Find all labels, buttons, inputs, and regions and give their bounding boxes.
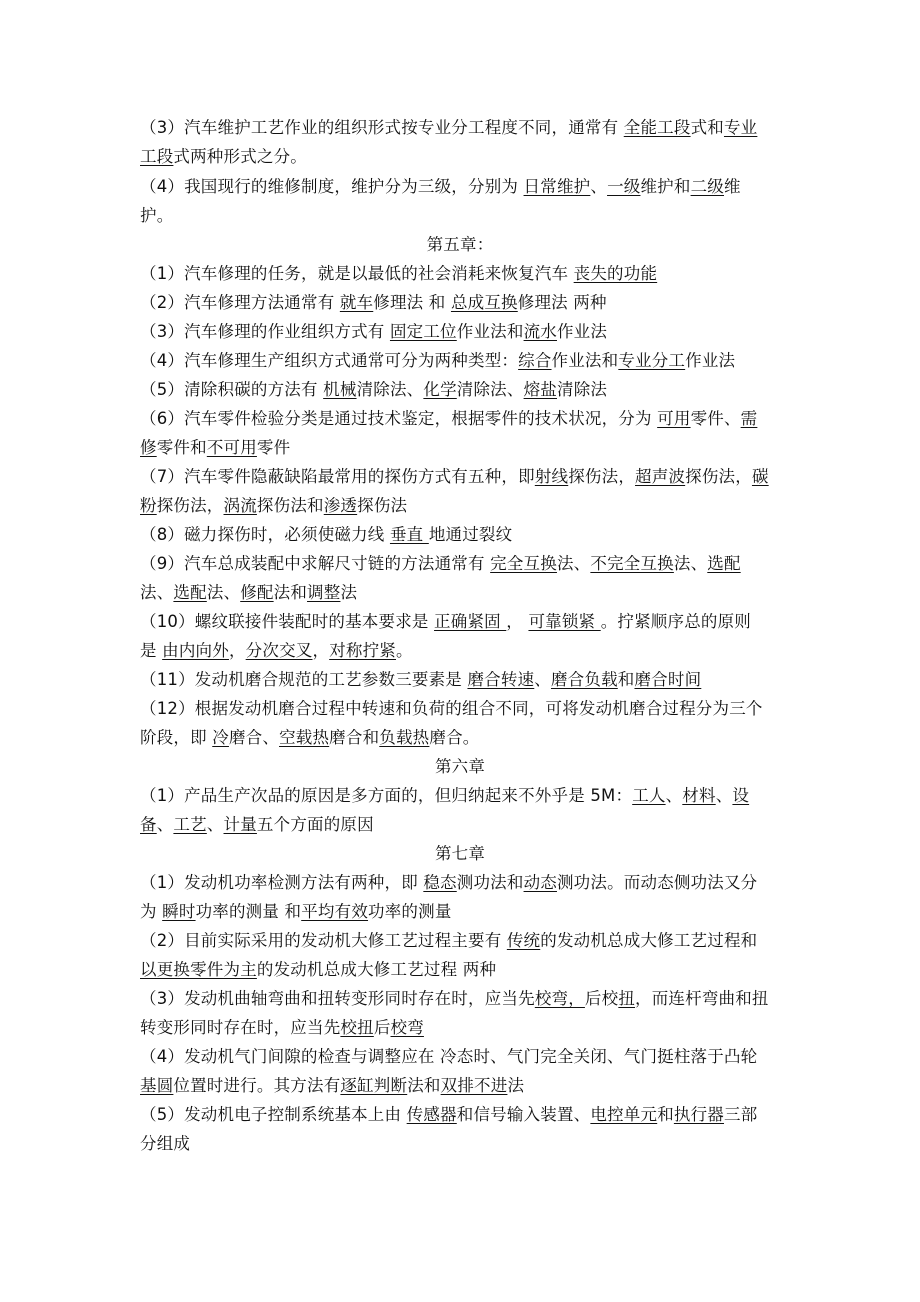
text-line: [140, 728, 480, 748]
answer-blank: 材料: [682, 786, 716, 805]
text-line: [140, 786, 749, 806]
answer-blank: 电控单元: [590, 1105, 658, 1124]
text-line: [140, 989, 769, 1009]
text-segment: （6）汽车零件检验分类是通过技术鉴定，根据零件的技术状况，分为: [140, 409, 658, 428]
answer-blank: 备: [140, 815, 157, 834]
answer-blank: 基圆: [140, 1076, 174, 1095]
text-segment: 第五章：: [426, 235, 494, 254]
text-segment: 测功法。而动态侧功法又分: [556, 873, 758, 892]
answer-blank: 全能工段: [623, 118, 691, 137]
answer-blank: 综合: [518, 351, 552, 370]
text-segment: 是: [140, 641, 163, 660]
answer-blank: 就车: [339, 293, 374, 312]
text-line: [140, 206, 173, 226]
text-segment: 法、: [206, 583, 241, 602]
answer-blank: 分次交叉: [245, 641, 313, 660]
text-segment: 、: [715, 786, 733, 805]
text-line: [140, 699, 763, 719]
text-segment: （3）汽车修理的作业组织方式有: [140, 322, 390, 341]
text-segment: 、: [590, 177, 608, 196]
answer-blank: 总成互换: [450, 293, 518, 312]
text-segment: 磨合、: [228, 728, 280, 747]
answer-blank: 传感器: [406, 1105, 457, 1124]
answer-blank: 以更换零件为主: [140, 960, 257, 979]
text-segment: 阶段，即: [140, 728, 213, 747]
text-line: [140, 1076, 524, 1096]
answer-blank: 传统: [506, 931, 541, 950]
text-segment: 探伤法和: [256, 496, 324, 515]
text-segment: 法和: [273, 583, 308, 602]
text-segment: 、: [534, 670, 551, 689]
text-segment: 两种: [462, 960, 497, 979]
chapter-heading: [0, 757, 920, 777]
text-segment: 修理法 两种: [517, 293, 607, 312]
answer-blank: 专业分工: [618, 351, 686, 370]
text-line: [140, 1018, 424, 1038]
text-line: [140, 583, 357, 603]
answer-blank: 调整: [307, 583, 341, 602]
text-segment: （4）汽车修理生产组织方式通常可分为两种类型：: [140, 351, 519, 370]
text-segment: 的发动机总成大修工艺过程和: [540, 931, 758, 950]
answer-blank: 工人: [632, 786, 666, 805]
text-segment: 式两种形式之分。: [173, 147, 308, 166]
text-line: [140, 496, 407, 516]
text-segment: 零件、: [690, 409, 741, 428]
text-segment: （8）磁力探伤时，必须使磁力线: [140, 525, 390, 544]
answer-blank: 专业: [723, 118, 758, 137]
text-segment: 法、: [556, 554, 591, 573]
text-segment: 法: [340, 583, 358, 602]
text-segment: 作业法和: [456, 322, 524, 341]
text-segment: 法、: [140, 583, 174, 602]
text-segment: （5）清除积碳的方法有: [140, 380, 324, 399]
text-segment: （4）发动机气门间隙的检查与调整应在 冷态时、气门完全关闭、气门挺柱落于凸轮: [140, 1047, 758, 1066]
text-segment: 。: [396, 641, 413, 660]
text-segment: 地通过裂纹: [428, 525, 513, 544]
text-segment: 零件: [256, 438, 291, 457]
answer-blank: 扭: [618, 989, 636, 1008]
text-segment: 探伤法，: [156, 496, 224, 515]
answer-blank: 计量: [223, 815, 257, 834]
text-segment: （11）发动机磨合规范的工艺参数三要素是: [140, 670, 468, 689]
text-segment: 分组成: [140, 1134, 191, 1153]
text-line: [140, 293, 607, 313]
text-segment: 功率的测量: [368, 902, 452, 921]
text-segment: （1）发动机功率检测方法有两种，即: [140, 873, 424, 892]
text-segment: 磨合和: [329, 728, 380, 747]
text-segment: 护。: [140, 206, 174, 225]
text-line: [140, 322, 607, 342]
text-segment: 清除法、: [456, 380, 524, 399]
text-segment: 探伤法，: [685, 467, 752, 486]
answer-blank: 不完全互换: [590, 554, 674, 573]
answer-blank: 工段: [140, 147, 174, 166]
text-segment: （1）产品生产次品的原因是多方面的，但归纳起来不外乎是 5M：: [140, 786, 633, 805]
text-line: [140, 351, 735, 371]
text-segment: （1）汽车修理的任务，就是以最低的社会消耗来恢复汽车: [140, 264, 574, 283]
text-line: [140, 873, 757, 893]
answer-blank: 完全互换: [490, 554, 557, 573]
text-segment: 清除法: [557, 380, 608, 399]
text-line: [140, 525, 512, 545]
answer-blank: 可用: [657, 409, 691, 428]
answer-blank: 修: [140, 438, 157, 457]
text-segment: 转变形同时存在时，应当先: [140, 1018, 341, 1037]
text-segment: 的发动机总成大修工艺过程: [256, 960, 463, 979]
answer-blank: 工艺: [173, 815, 207, 834]
text-segment: 式和: [690, 118, 724, 137]
chapter-heading: [0, 844, 920, 864]
answer-blank: 二级: [690, 177, 724, 196]
text-segment: 探伤法，: [568, 467, 636, 486]
text-line: [140, 931, 757, 951]
text-line: [140, 177, 741, 197]
text-segment: 清除法、: [356, 380, 424, 399]
text-segment: （9）汽车总成装配中求解尺寸链的方法通常有: [140, 554, 491, 573]
answer-blank: 瞬时: [162, 902, 196, 921]
text-line: [140, 670, 701, 690]
answer-blank: 渗透: [323, 496, 358, 515]
answer-blank: 射线: [534, 467, 569, 486]
answer-blank: 化学: [423, 380, 457, 399]
answer-blank: 设: [732, 786, 750, 805]
text-line: [140, 612, 751, 632]
text-segment: 法: [507, 1076, 525, 1095]
answer-blank: 双排不进: [440, 1076, 508, 1095]
text-segment: 、: [206, 815, 224, 834]
answer-blank: 磨合时间: [634, 670, 702, 689]
text-segment: 测功法和: [456, 873, 524, 892]
text-line: [140, 467, 769, 487]
text-segment: （4）我国现行的维修制度，维护分为三级，分别为: [140, 177, 524, 196]
text-segment: （12）根据发动机磨合过程中转速和负荷的组合不同，可将发动机磨合过程分为三个: [140, 699, 763, 718]
text-line: [140, 554, 741, 574]
text-segment: 和: [657, 1105, 674, 1124]
text-segment: 法和: [407, 1076, 441, 1095]
text-line: [140, 815, 374, 835]
text-segment: 磨合。: [429, 728, 480, 747]
answer-blank: 磨合负载: [550, 670, 618, 689]
text-segment: 和: [617, 670, 635, 689]
answer-blank: 选配: [707, 554, 741, 573]
text-line: [140, 1047, 757, 1067]
text-segment: 作业法: [685, 351, 736, 370]
answer-blank: 磨合转速: [467, 670, 535, 689]
chapter-heading: [0, 235, 920, 255]
text-segment: 第七章: [434, 844, 486, 863]
answer-blank: 一级: [607, 177, 641, 196]
answer-blank: 选配: [173, 583, 207, 602]
answer-blank: 动态: [523, 873, 557, 892]
text-line: [140, 147, 307, 167]
text-segment: 第六章: [434, 757, 486, 776]
text-line: [140, 1134, 190, 1154]
answer-blank: 校扭: [340, 1018, 374, 1037]
text-segment: ，: [506, 612, 529, 631]
text-segment: 维护和: [640, 177, 691, 196]
answer-blank: 校弯: [390, 1018, 424, 1037]
answer-blank: 冷: [212, 728, 229, 747]
answer-blank: 稳态: [423, 873, 457, 892]
answer-blank: 熔盐: [523, 380, 557, 399]
text-line: [140, 380, 607, 400]
text-segment: 三部: [724, 1105, 758, 1124]
answer-blank: 对称拧紧: [329, 641, 396, 660]
answer-blank: 垂直: [389, 525, 429, 544]
text-segment: 后校: [584, 989, 619, 1008]
text-line: [140, 641, 413, 661]
text-line: [140, 438, 290, 458]
text-segment: （2）汽车修理方法通常有: [140, 293, 340, 312]
answer-blank: 执行器: [673, 1105, 724, 1124]
text-segment: 后: [373, 1018, 391, 1037]
text-segment: 法、: [673, 554, 708, 573]
answer-blank: 空载热: [279, 728, 330, 747]
answer-blank: 负载热: [379, 728, 430, 747]
text-segment: （3）汽车维护工艺作业的组织形式按专业分工程度不同，通常有: [140, 118, 624, 137]
text-segment: 探伤法: [357, 496, 408, 515]
text-segment: 五个方面的原因: [256, 815, 374, 834]
text-segment: ，而连杆弯曲和扭: [635, 989, 769, 1008]
text-segment: 、: [665, 786, 683, 805]
text-segment: ，: [312, 641, 330, 660]
answer-blank: 机械: [323, 380, 357, 399]
answer-blank: 可靠锁紧: [528, 612, 601, 631]
text-segment: 修理法 和: [373, 293, 451, 312]
answer-blank: 超声波: [635, 467, 686, 486]
text-line: [140, 264, 657, 284]
text-line: [140, 409, 757, 429]
answer-blank: 修配: [240, 583, 274, 602]
text-segment: （10）螺纹联接件装配时的基本要求是: [140, 612, 435, 631]
answer-blank: 校弯，: [534, 989, 585, 1008]
text-segment: 和信号输入装置、: [456, 1105, 591, 1124]
answer-blank: 碳: [751, 467, 769, 486]
answer-blank: 丧失的功能: [573, 264, 658, 283]
text-segment: 功率的测量 和: [195, 902, 302, 921]
answer-blank: 固定工位: [389, 322, 457, 341]
text-segment: 维: [723, 177, 741, 196]
text-line: [140, 1105, 757, 1125]
answer-blank: 不可用: [206, 438, 257, 457]
text-segment: 为: [140, 902, 163, 921]
text-segment: 零件和: [156, 438, 207, 457]
text-segment: （2）目前实际采用的发动机大修工艺过程主要有: [140, 931, 507, 950]
text-line: [140, 960, 496, 980]
answer-blank: 正确紧固: [434, 612, 507, 631]
answer-blank: 平均有效: [301, 902, 369, 921]
answer-blank: 逐缸判断: [340, 1076, 408, 1095]
answer-blank: 日常维护: [523, 177, 591, 196]
text-segment: （5）发动机电子控制系统基本上由: [140, 1105, 407, 1124]
text-segment: 、: [156, 815, 174, 834]
text-line: [140, 902, 452, 922]
answer-blank: 流水: [523, 322, 557, 341]
text-segment: 作业法: [556, 322, 608, 341]
answer-blank: 由内向外: [162, 641, 229, 660]
answer-blank: 粉: [140, 496, 157, 515]
text-line: [140, 118, 757, 138]
text-segment: 。拧紧顺序总的原则: [600, 612, 752, 631]
text-segment: 位置时进行。其方法有: [173, 1076, 341, 1095]
text-segment: （3）发动机曲轴弯曲和扭转变形同时存在时，应当先: [140, 989, 535, 1008]
answer-blank: 涡流: [223, 496, 257, 515]
text-segment: ，: [228, 641, 246, 660]
answer-blank: 需: [740, 409, 758, 428]
text-segment: （7）汽车零件隐蔽缺陷最常用的探伤方式有五种，即: [140, 467, 535, 486]
text-segment: 作业法和: [551, 351, 619, 370]
